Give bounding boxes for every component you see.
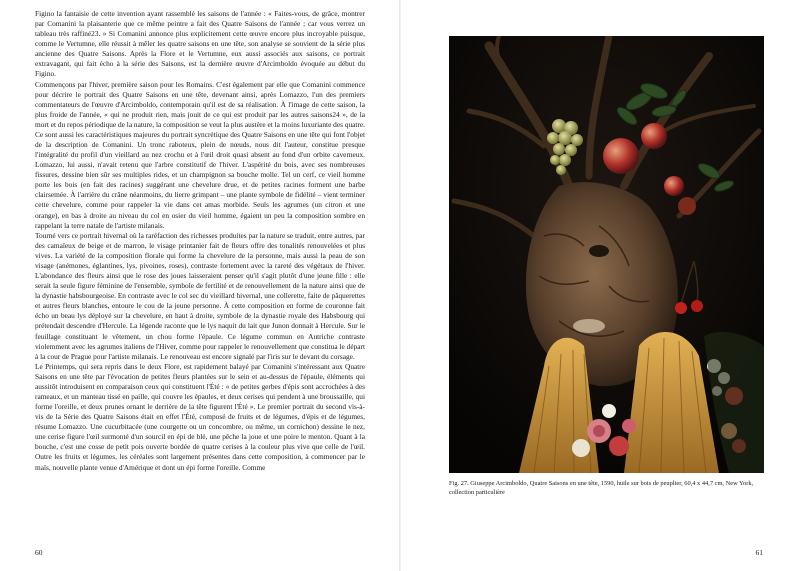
painting-illustration	[449, 36, 764, 473]
figure-caption: Fig. 27. Giuseppe Arcimboldo, Quatre Saisons en une tête, 1590, huile sur bois de peuplier, 60,4 x 44,7 cm, New York, collection particulière	[449, 480, 754, 496]
page-number-right: 61	[755, 548, 763, 557]
page-number-left: 60	[35, 548, 43, 557]
painting-image	[449, 36, 764, 473]
paragraph: Tourné vers ce portrait hivernal où la raréfaction des richesses produites par la nature se traduit, entre autres, par des camaïeux de beige et de marron, le visage printanier fait de fleurs offre des tonalités renouvelées et plus vives. La variété de la composition florale qui forme la chevelure de la personne, mais aussi la peau de son visage (anémones, églantines, lys, pivoines, roses), contraste fortement avec la rareté des végétaux de l'hiver. L'abondance des fleurs ainsi que le rose des joues laisseraient penser qu'il s'agit plutôt d'une jeune fille : elle serait la seule figure féminine de l'ensemble, symbole de fertilité et de renouvellement de la nature ainsi que de la dynastie habsbourgeoise. En contraste avec le col sec du vieillard hivernal, une collerette, faite de pâquerettes et autres fleurs blanches, entoure le cou de la jeune personne. À cette composition en forme de couronne fait écho un beau lys déployé sur la chevelure, en haut à droite, symbole de la dynastie royale des Habsbourg qui prétendait descendre d'Hercule. La légende raconte que le lys naquit du lait que Junon donnait à Hercule. Sur le feuillage constituant le vêtement, un chou forme l'épaule. Ce légume commun en Autriche contraste violemment avec les agrumes italiens de l'Hiver, comme pour rappeler le renouvellement que constitua le départ à la cour de Prague pour l'artiste milanais. Le renouveau est encore signalé par l'iris sur le devant du corsage.	[35, 230, 365, 361]
paragraph: Figino la fantaisie de cette invention ayant rassemblé les saisons de l'année : « Faites-vous, de grâce, montrer par Comanini la plaisanterie que ce même peintre a fait des Quatre Saisons de l'année ; car vous verrez un tableau très raffiné23. » Si Comanini annonce plus explicitement cette œuvre encore plus incroyable puisque, comme le Vertumne, elle réussit à mêler les quatre saisons en une tête, son analyse se souvient de la série plus ancienne des Quatre Saisons. Après la Flore et le Vertumne, eux aussi associés aux saisons, ce portrait extravagant, qui fait écho à la série des Saisons, est la dernière œuvre d'Arcimboldo évoquée au début du Figino.	[35, 9, 365, 79]
paragraph: Commençons par l'hiver, première saison pour les Romains. C'est également par elle que Comanini commence pour décrire le portrait des Quatre Saisons en une tête, devenant ainsi, après Lomazzo, l'un des premiers commentateurs de l'œuvre d'Arcimboldo, contemporain qu'il est de sa réalisation. À l'image de cette saison, la plus froide de l'année, « qui ne produit rien, mais jouit de ce qui est produit par les autres saisons24 », de la mort et du repos périodique de la nature, la composition se veut la plus austère et la moins luxuriante des quatre. Ce sont aussi les caractéristiques majeures du portrait syncrétique des Quatre Saisons en une tête qui font l'objet de la description de Comanini. Un tronc raboteux, plein de nœuds, nous dit l'auteur, constitue presque l'intégralité du profil d'un vieillard au nez crochu et à l'œil droit quasi absent au fond d'un orbite caverneux. Lomazzo, lui aussi, n'avait retenu que l'arbre constitutif de l'hiver. L'aspérité du bois, avec ses nombreuses fissures, dessine bien sûr ses multiples rides, et un champignon sa bouche molle. Tel un cerf, ce vieil homme porte les bois (en fait des racines) suggérant une chevelure drue, et de petites racines forment une barbe clairsemée. À l'arrière du crâne néanmoins, du lierre grimpant – une plante symbole de fidélité – vient terminer cette chevelure, comme pour rappeler la vie dans cet amas morbide. Seuls les agrumes (un citron et une orange), en bas à droite au niveau du col en osier du vieil homme, égaient un peu la composition sombre en rappelant la terre natale de l'artiste milanais.	[35, 79, 365, 230]
body-text	[35, 9, 365, 473]
paragraph: Le Printemps, qui sera repris dans le deux Flore, est rapidement balayé par Comanini s'intéressant aux Quatre Saisons en une tête par l'évocation de petites fleurs plantées sur le sein et au-dessus de l'épaule, éléments qui aussitôt introduisent en comparaison ceux qui constituent l'Été : « de petites gerbes d'épis sont accrochées à des rameaux, et un manteau tissé en paille, qui couvre les épaules, et deux cerises qui pendent à une broussaille, qui forme l'oreille, et deux prunes ornant le derrière de la tête figurent l'Été ». Le premier portrait du second vis-à-vis de la Série des Quatre Saisons était en effet l'Été, composé de fruits et de légumes, d'épis et de légumes, résume Lomazzo. Une cucurbitacée (une courgette ou un concombre, ou même, un cornichon) dessine le nez, une cerise figure l'œil surmonté d'un sourcil en épi de blé, une pêche la joue et une poire le menton. Quant à la bouche, c'est une cosse de petit pois ouverte bordée de quatre cerises à la couleur plus vive que celle de l'œil. Outre les fruits et légumes, les céréales sont largement présentes dans cette composition, à commencer par le maïs, nouvelle plante venue d'Amérique et dont un épi forme l'oreille. Comme	[35, 361, 365, 472]
